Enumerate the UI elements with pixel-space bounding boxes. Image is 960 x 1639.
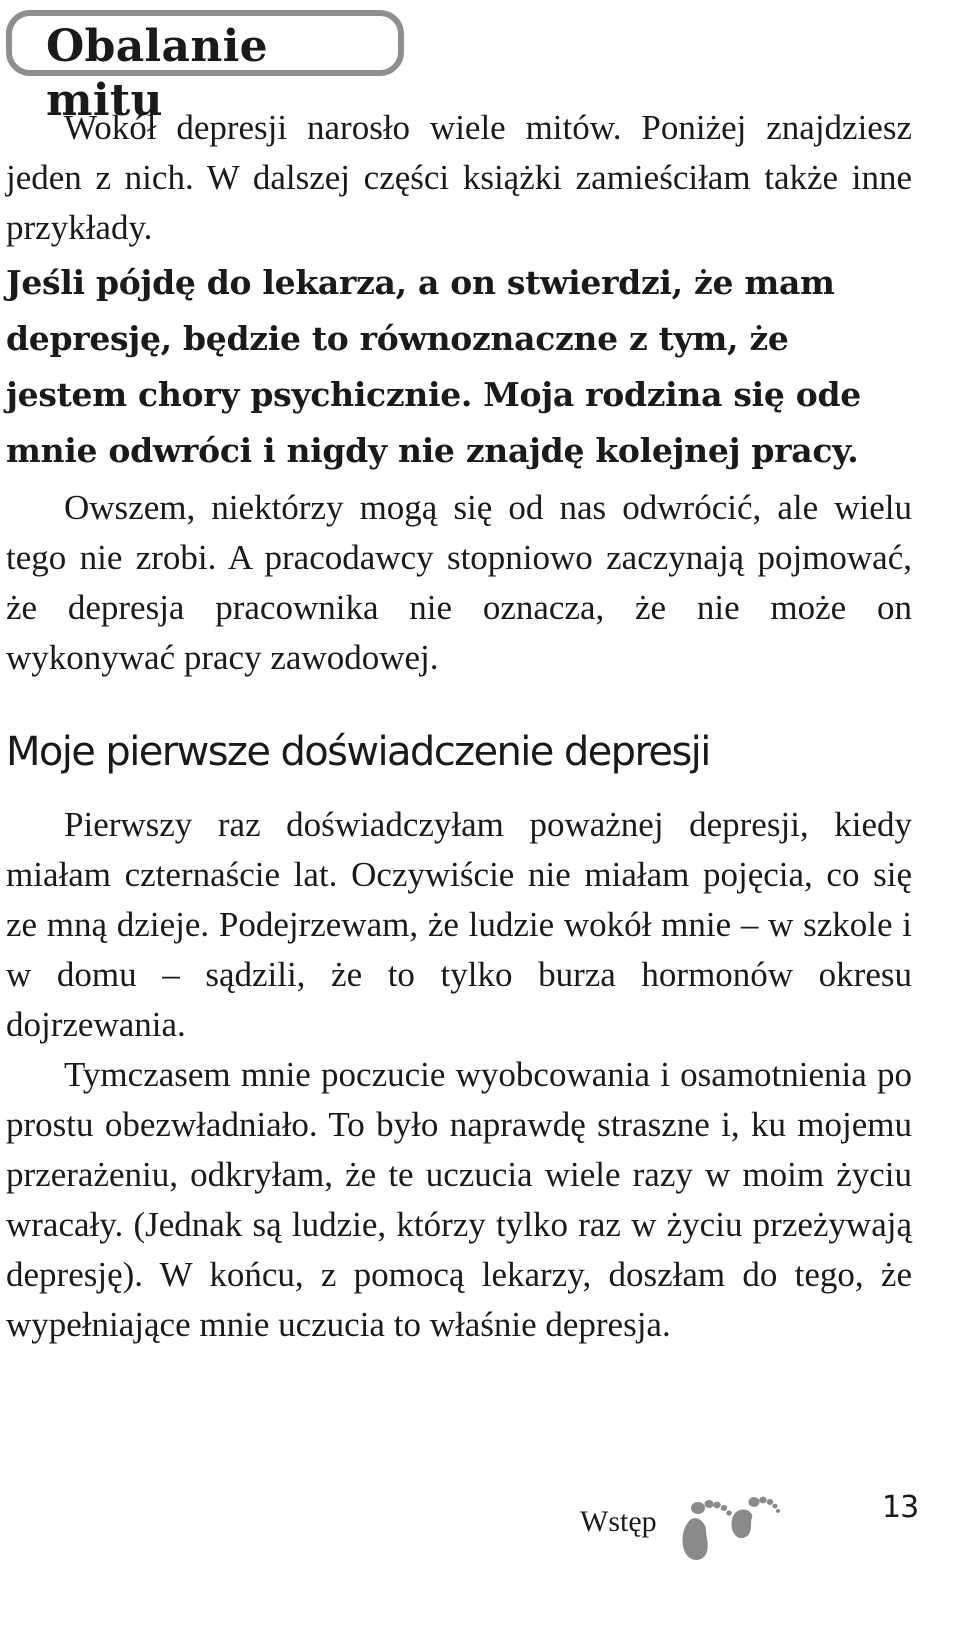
myth-statement: Jeśli pójdę do lekarza, a on stwierdzi, że mam depresję, będzie to równoznaczne z tym, że jestem chory psychicznie. Moja rodzina się ode mnie odwróci i nigdy nie znajdę kolejnej pracy. xyxy=(6,263,861,470)
myth-box-title-frame xyxy=(6,10,404,126)
section-paragraph-2: Tymczasem mnie poczucie wyobcowania i osamotnienia po prostu obezwładniało. To było naprawdę straszne i, ku mojemu przerażeniu, odkryłam, że te uczucia wiele razy w moim życiu wracały. (Jednak są ludzie, którzy tylko raz w życiu przeżywają depresję). W końcu, z pomocą lekarzy, doszłam do tego, że wypełniające mnie uczucia to właśnie depresja. xyxy=(6,1055,912,1344)
footprints-icon xyxy=(676,1490,780,1566)
myth-response-paragraph: Owszem, niektórzy mogą się od nas odwrócić, ale wielu tego nie zrobi. A pracodawcy stopniowo zaczynają pojmować, że depresja pracownika nie oznacza, że nie może on wykonywać pracy zawodowej. xyxy=(6,488,912,677)
page-number: 13 xyxy=(882,1490,919,1525)
intro-paragraph: Wokół depresji narosło wiele mitów. Poniżej znajdziesz jeden z nich. W dalszej części książki zamieściłam także inne przykłady. xyxy=(6,108,912,247)
box-title: Obalanie mitu xyxy=(46,21,268,126)
footer-section-label: Wstęp xyxy=(580,1505,657,1538)
section-heading: Moje pierwsze doświadczenie depresji xyxy=(6,729,710,775)
section-paragraph-1: Pierwszy raz doświadczyłam poważnej depresji, kiedy miałam czternaście lat. Oczywiście nie miałam pojęcia, co się ze mną dzieje. Podejrzewam, że ludzie wokół mnie – w szkole i w domu – sądzili, że to tylko burza hormonów okresu dojrzewania. xyxy=(6,805,912,1044)
